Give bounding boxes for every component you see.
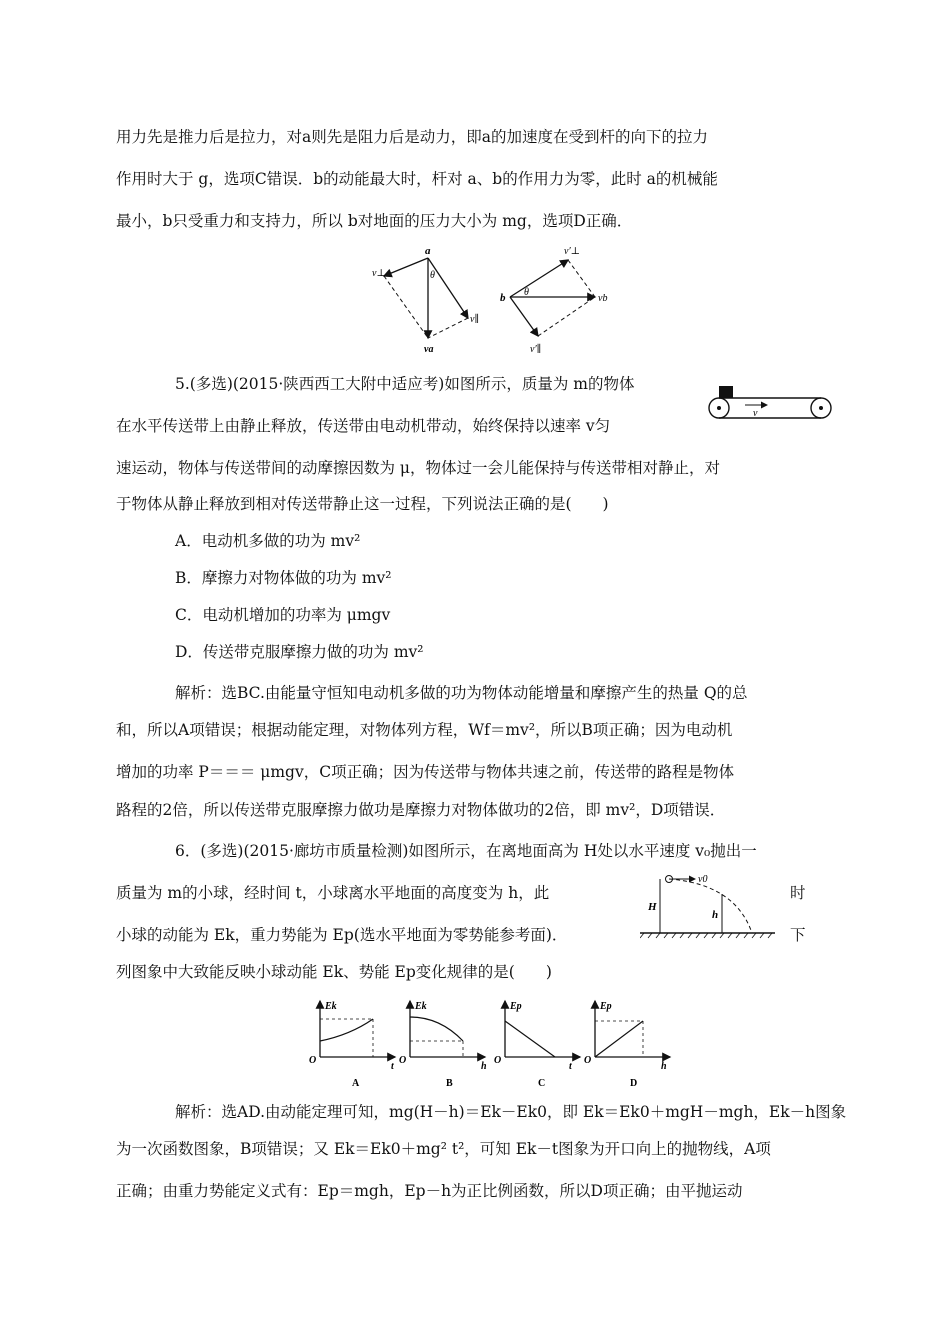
sol5-line-3: 增加的功率 P＝＝＝ μmgv，C项正确；因为传送带与物体共速之前，传送带的路程是物体	[116, 763, 735, 781]
q6-line-1: 6．(多选)(2015·廊坊市质量检测)如图所示，在离地面高为 H处以水平速度 v₀抛出一	[175, 842, 757, 860]
dashed-line	[384, 276, 428, 338]
q6-line-4: 列图象中大致能反映小球动能 Ek、势能 Ep变化规律的是( )	[116, 963, 552, 981]
label-v-par2: v′∥	[530, 344, 542, 355]
label-a: a	[425, 245, 431, 257]
sol6-line-1: 解析：选AD.由动能定理可知，mg(H－h)＝Ek－Ek0，即 Ek＝Ek0＋mgH－mgh，Ek－h图象	[175, 1103, 847, 1121]
v-perp2-vector	[510, 260, 568, 297]
graph-a-origin: O	[309, 1055, 317, 1066]
sol5-line-2: 和，所以A项错误；根据动能定理，对物体列方程，Wf＝mv²，所以B项正确；因为电动机	[116, 721, 733, 739]
graph-c	[494, 1001, 580, 1089]
graph-a-label: A	[352, 1078, 360, 1089]
graph-b-label: B	[446, 1078, 453, 1089]
q5-line-2: 在水平传送带上由静止释放，传送带由电动机带动，始终保持以速率 v匀	[116, 417, 611, 435]
graph-b-ylabel: Ek	[415, 1001, 427, 1012]
graph-c-origin: O	[494, 1055, 502, 1066]
q5-line-1: 5.(多选)(2015·陕西西工大附中适应考)如图所示，质量为 m的物体	[175, 375, 635, 393]
option-d: D．传送带克服摩擦力做的功为 mv²	[175, 643, 424, 661]
velocity-decomposition-figure	[370, 238, 620, 358]
graph-b	[399, 1001, 487, 1089]
dashed-line	[568, 260, 595, 297]
para-top-line-3: 最小，b只受重力和支持力，所以 b对地面的压力大小为 mg，选项D正确．	[116, 212, 633, 230]
label-v: v	[753, 408, 758, 419]
para-top-line-2: 作用时大于 g，选项C错误．b的动能最大时，杆对 a、b的作用力为零，此时 a的机械能	[116, 170, 718, 188]
label-vb: vb	[598, 293, 608, 304]
graph-c-label: C	[538, 1078, 546, 1089]
sol6-line-3: 正确；由重力势能定义式有：Ep＝mgh，Ep－h为正比例函数，所以D项正确；由平抛运动	[116, 1182, 743, 1200]
label-v-par: v∥	[470, 314, 480, 325]
label-theta: θ	[430, 270, 435, 281]
graph-a-ylabel: Ek	[325, 1001, 337, 1012]
trajectory	[669, 879, 752, 933]
v-par-vector	[428, 258, 468, 318]
graph-a	[309, 1001, 395, 1089]
graph-d-origin: O	[584, 1055, 592, 1066]
label-b: b	[500, 292, 506, 304]
label-v-perp: v⊥	[372, 268, 386, 279]
dashed-line	[538, 297, 595, 336]
q5-line-3: 速运动，物体与传送带间的动摩擦因数为 μ，物体过一会儿能保持与传送带相对静止，对	[116, 459, 721, 477]
label-v0: v0	[698, 874, 708, 885]
q6-line-2: 质量为 m的小球，经时间 t，小球离水平地面的高度变为 h，此	[116, 884, 550, 902]
v-par2-vector	[510, 297, 538, 336]
option-b: B．摩擦力对物体做的功为 mv²	[175, 569, 392, 587]
option-c: C．电动机增加的功率为 μmgv	[175, 606, 391, 624]
label-v-perp2: v′⊥	[564, 246, 581, 257]
sol5-line-1: 解析：选BC.由能量守恒知电动机多做的功为物体动能增量和摩擦产生的热量 Q的总	[175, 684, 748, 702]
graph-d-label: D	[630, 1078, 638, 1089]
label-va: va	[424, 344, 434, 355]
dashed-line	[428, 318, 468, 338]
q6-line-2-end: 时	[790, 884, 806, 902]
q6-line-3-end: 下	[790, 926, 806, 944]
conveyor-belt-figure	[705, 378, 840, 428]
graph-d-line	[595, 1021, 643, 1057]
graph-b-xlabel: h	[481, 1061, 487, 1072]
label-H: H	[648, 901, 657, 913]
sol5-line-4: 路程的2倍，所以传送带克服摩擦力做功是摩擦力对物体做功的2倍，即 mv²，D项错误．	[116, 801, 726, 819]
label-h: h	[712, 909, 719, 921]
sol6-line-2: 为一次函数图象，B项错误；又 Ek＝Ek0＋mg² t²，可知 Ek－t图象为开口向上的抛物线，A项	[116, 1140, 771, 1158]
q5-line-4: 于物体从静止释放到相对传送带静止这一过程，下列说法正确的是( )	[116, 495, 609, 513]
q6-line-3: 小球的动能为 Ek，重力势能为 Ep(选水平地面为零势能参考面)．	[116, 926, 568, 944]
graph-c-ylabel: Ep	[510, 1001, 522, 1012]
label-theta-2: θ	[524, 287, 529, 298]
projectile-figure	[640, 870, 780, 940]
graph-d-xlabel: h	[661, 1061, 667, 1072]
graphs-figure	[305, 995, 685, 1090]
v-perp-vector	[384, 258, 428, 276]
graph-a-curve	[320, 1019, 373, 1041]
graph-b-origin: O	[399, 1055, 407, 1066]
option-a: A．电动机多做的功为 mv²	[175, 532, 361, 550]
block	[719, 386, 733, 398]
graph-b-curve	[410, 1017, 463, 1041]
graph-d	[584, 1001, 670, 1089]
graph-c-xlabel: t	[569, 1061, 572, 1072]
graph-d-ylabel: Ep	[600, 1001, 612, 1012]
para-top-line-1: 用力先是推力后是拉力，对a则先是阻力后是动力，即a的加速度在受到杆的向下的拉力	[116, 128, 708, 146]
graph-c-line	[505, 1021, 555, 1057]
graph-a-xlabel: t	[391, 1061, 394, 1072]
